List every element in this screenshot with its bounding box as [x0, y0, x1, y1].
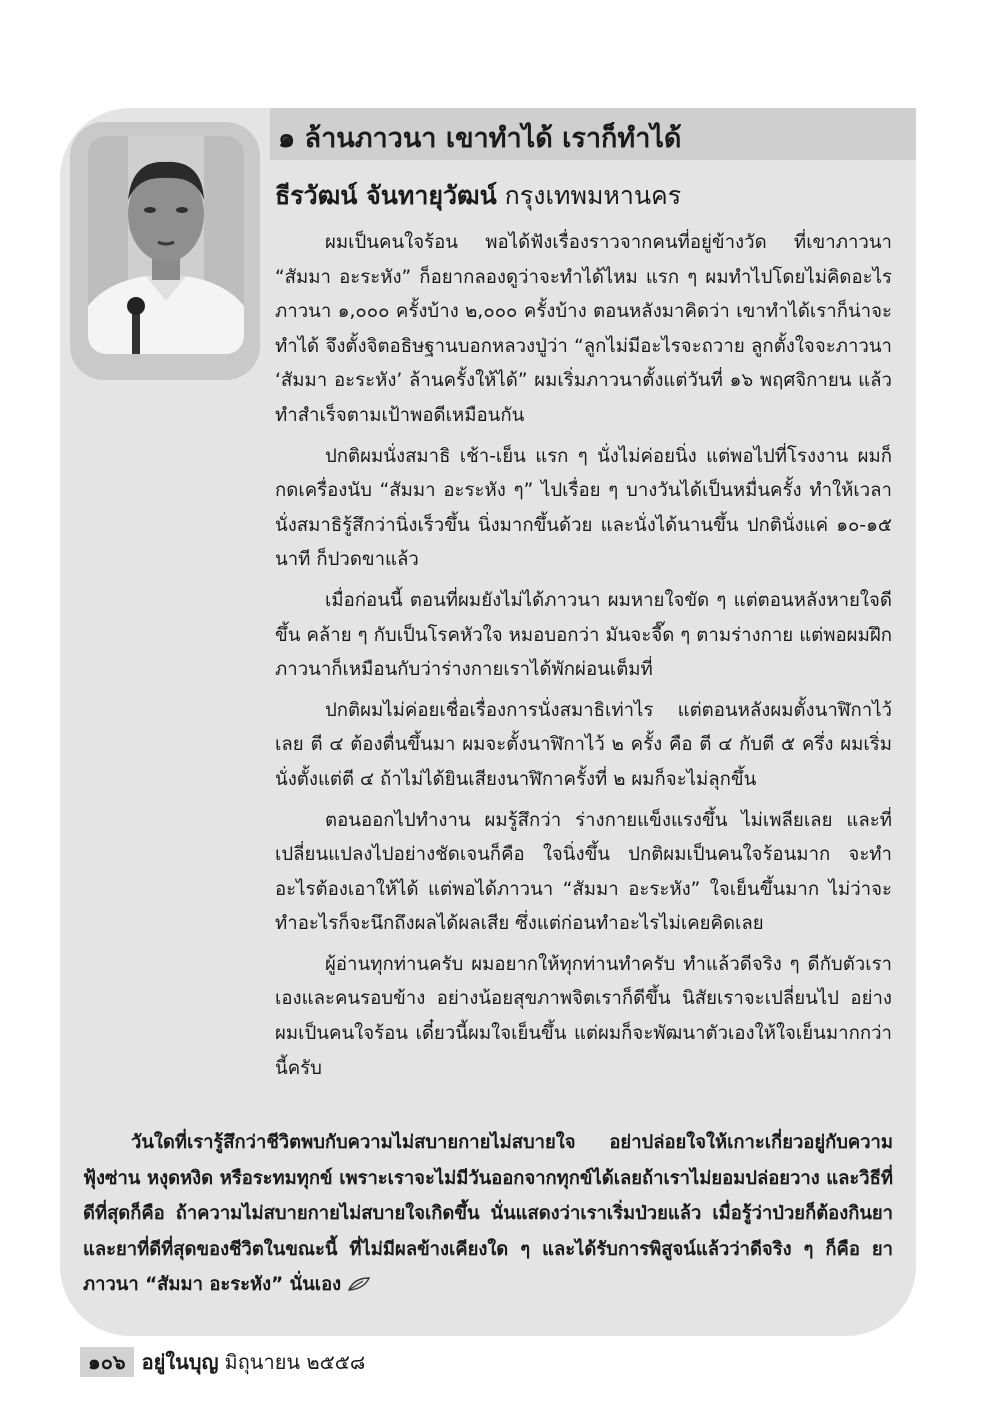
- leaf-icon: [348, 1274, 370, 1295]
- paragraph: เมื่อก่อนนี้ ตอนที่ผมยังไม่ได้ภาวนา ผมหายใจขัด ๆ แต่ตอนหลังหายใจดีขึ้น คล้าย ๆ กับเป็นโรคหัวใจ หมอบอกว่า มันจะจี๊ด ๆ ตามร่างกาย แต่พอผมฝึกภาวนาก็เหมือนกับว่าร่างกายเราได้พักผ่อนเต็มที่: [275, 589, 892, 681]
- paragraph: ปกติผมนั่งสมาธิ เช้า-เย็น แรก ๆ นั่งไม่ค่อยนิ่ง แต่พอไปที่โรงงาน ผมก็กดเครื่องนับ “สัมมา อะระหัง ๆ” ไปเรื่อย ๆ บางวันได้เป็นหมื่นครั้ง ทำให้เวลานั่งสมาธิรู้สึกว่านิ่งเร็วขึ้น นิ่งมากขึ้นด้วย และนั่งได้นานขึ้น ปกตินั่งแค่ ๑๐-๑๕ นาที ก็ปวดขาแล้ว: [275, 445, 892, 571]
- author-name: ธีรวัฒน์ จันทายุวัฒน์: [275, 181, 497, 210]
- author-location: กรุงเทพมหานคร: [504, 181, 682, 210]
- editorial-summary: [83, 1125, 893, 1303]
- paragraph: ปกติผมไม่ค่อยเชื่อเรื่องการนั่งสมาธิเท่าไร แต่ตอนหลังผมตั้งนาฬิกาไว้เลย ตี ๔ ต้องตื่นขึ้นมา ผมจะตั้งนาฬิกาไว้ ๒ ครั้ง คือ ตี ๔ กับตี ๕ ครึ่ง ผมเริ่มนั่งตั้งแต่ตี ๔ ถ้าไม่ได้ยินเสียงนาฬิกาครั้งที่ ๒ ผมก็จะไม่ลุกขึ้น: [275, 699, 892, 790]
- article-title: ๑ ล้านภาวนา เขาทำได้ เราก็ทำได้: [278, 123, 682, 154]
- page-number: ๑๐๖: [80, 1347, 134, 1377]
- magazine-name: อยู่ในบุญ: [141, 1350, 219, 1374]
- article-body: [275, 226, 892, 1092]
- page-footer: [80, 1346, 365, 1376]
- summary-text: วันใดที่เรารู้สึกว่าชีวิตพบกับความไม่สบายกายไม่สบายใจ อย่าปล่อยใจให้เกาะเกี่ยวอยู่กับความฟุ้งซ่าน หงุดหงิด หรือระทมทุกข์ เพราะเราจะไม่มีวันออกจากทุกข์ได้เลยถ้าเราไม่ยอมปล่อยวาง และวิธีที่ดีที่สุดก็คือ ถ้าความไม่สบายกายไม่สบายใจเกิดขึ้น นั่นแสดงว่าเราเริ่มป่วยแล้ว เมื่อรู้ว่าป่วยก็ต้องกินยา และยาที่ดีที่สุดของชีวิตในขณะนี้ ที่ไม่มีผลข้างเคียงใด ๆ และได้รับการพิสูจน์แล้วว่าดีจริง ๆ ก็คือ ยาภาวนา “สัมมา อะระหัง” นั่นเอง: [83, 1132, 893, 1295]
- paragraph: ตอนออกไปทำงาน ผมรู้สึกว่า ร่างกายแข็งแรงขึ้น ไม่เพลียเลย และที่เปลี่ยนแปลงไปอย่างชัดเจนก็คือ ใจนิ่งขึ้น ปกติผมเป็นคนใจร้อนมาก จะทำอะไรต้องเอาให้ได้ แต่พอได้ภาวนา “สัมมา อะระหัง” ใจเย็นขึ้นมาก ไม่ว่าจะทำอะไรก็จะนึกถึงผลได้ผลเสีย ซึ่งแต่ก่อนทำอะไรไม่เคยคิดเลย: [275, 809, 892, 935]
- author-line: [275, 176, 681, 216]
- paragraph: ผู้อ่านทุกท่านครับ ผมอยากให้ทุกท่านทำครับ ทำแล้วดีจริง ๆ ดีกับตัวเราเองและคนรอบข้าง อย่างน้อยสุขภาพจิตเราก็ดีขึ้น นิสัยเราจะเปลี่ยนไป อย่างผมเป็นคนใจร้อน เดี๋ยวนี้ผมใจเย็นขึ้น แต่ผมก็จะพัฒนาตัวเองให้ใจเย็นมากกว่านี้ครับ: [275, 953, 892, 1079]
- author-photo: [88, 136, 244, 354]
- issue-date: มิถุนายน ๒๕๕๘: [224, 1350, 366, 1374]
- paragraph: ผมเป็นคนใจร้อน พอได้ฟังเรื่องราวจากคนที่อยู่ข้างวัด ที่เขาภาวนา “สัมมา อะระหัง” ก็อยากลองดูว่าจะทำได้ไหม แรก ๆ ผมทำไปโดยไม่คิดอะไร ภาวนา ๑,๐๐๐ ครั้งบ้าง ๒,๐๐๐ ครั้งบ้าง ตอนหลังมาคิดว่า เขาทำได้เราก็น่าจะทำได้ จึงตั้งจิตอธิษฐานบอกหลวงปู่ว่า “ลูกไม่มีอะไรจะถวาย ลูกตั้งใจจะภาวนา ‘สัมมา อะระหัง’ ล้านครั้งให้ได้” ผมเริ่มภาวนาตั้งแต่วันที่ ๑๖ พฤศจิกายน แล้วทำสำเร็จตามเป้าพอดีเหมือนกัน: [275, 232, 892, 426]
